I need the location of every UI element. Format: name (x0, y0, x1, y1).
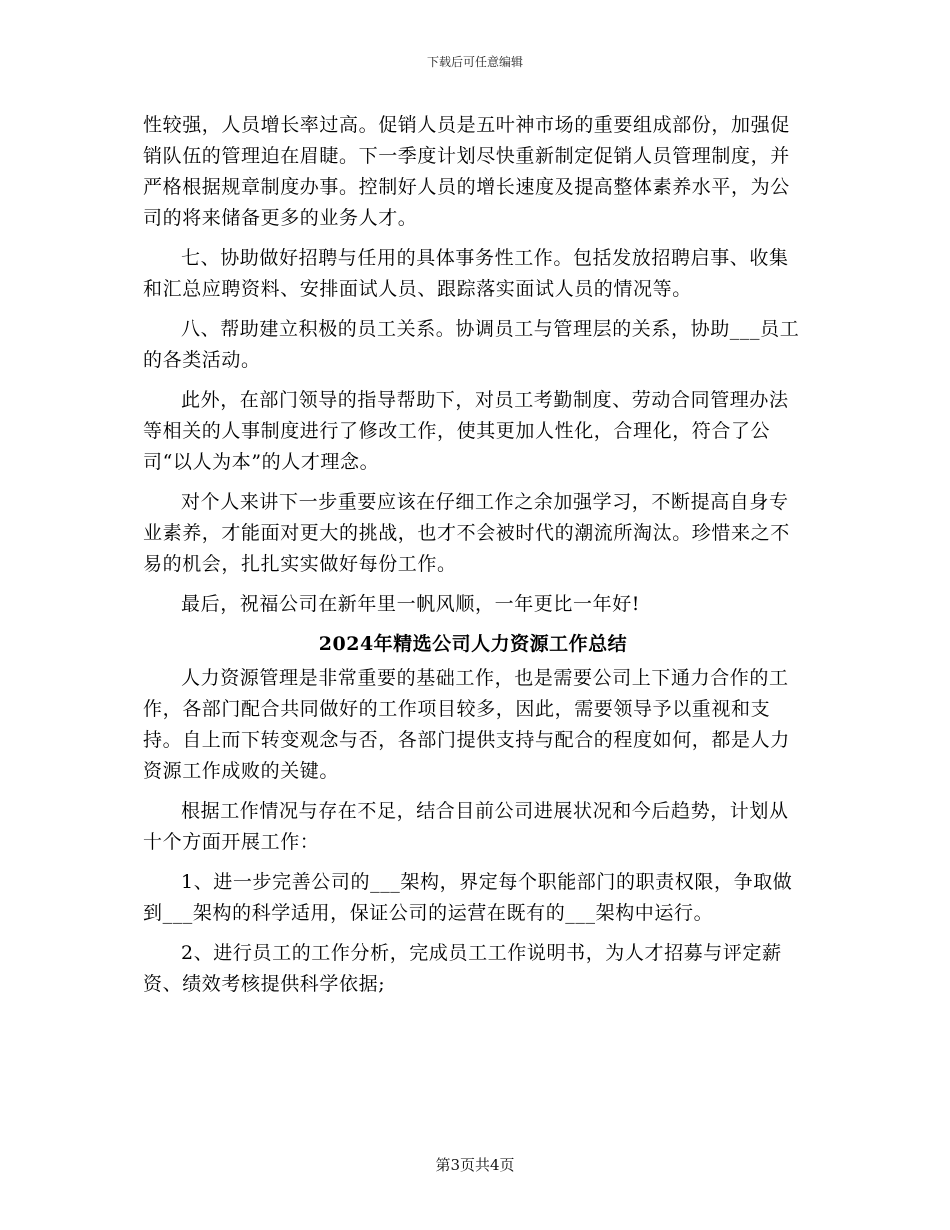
header-text: 下载后可任意编辑 (426, 55, 523, 69)
body-paragraph-continuation: 性较强，人员增长率过高。促销人员是五叶神市场的重要组成部份，加强促销队伍的管理迫在眉睫。下一季度计划尽快重新制定促销人员管理制度，并严格根据规章制度办事。控制好人员的增长速度及提高整体素养水平，为公司的将来储备更多的业务人才。 (143, 114, 790, 229)
body-paragraph-closing: 最后，祝福公司在新年里一帆风顺，一年更比一年好! (181, 593, 641, 615)
page-number: 第3页共4页 (435, 1156, 515, 1174)
section-paragraph-item-1: 1、进一步完善公司的___架构，界定每个职能部门的职责权限，争取做到___架构的科学适用，保证公司的运营在既有的___架构中运行。 (143, 871, 793, 924)
section-paragraph-plan: 根据工作情况与存在不足，结合目前公司进展状况和今后趋势，计划从十个方面开展工作： (143, 800, 789, 853)
document-body (143, 110, 803, 1009)
page-footer (0, 1155, 950, 1175)
section-title: 2024年精选公司人力资源工作总结 (318, 633, 628, 655)
page-header (0, 54, 950, 70)
body-paragraph-personal: 对个人来讲下一步重要应该在仔细工作之余加强学习，不断提高自身专业素养，才能面对更大的挑战，也才不会被时代的潮流所淘汰。珍惜来之不易的机会，扎扎实实做好每份工作。 (143, 491, 790, 575)
body-paragraph-additional: 此外，在部门领导的指导帮助下，对员工考勤制度、劳动合同管理办法等相关的人事制度进行了修改工作，使其更加人性化，合理化，符合了公司“以人为本”的人才理念。 (143, 389, 789, 473)
body-paragraph-item-8: 八、帮助建立积极的员工关系。协调员工与管理层的关系，协助___员工的各类活动。 (143, 318, 800, 371)
section-paragraph-item-2: 2、进行员工的工作分析，完成员工工作说明书，为人才招募与评定薪资、绩效考核提供科学依据; (143, 942, 782, 995)
section-paragraph-intro: 人力资源管理是非常重要的基础工作，也是需要公司上下通力合作的工作，各部门配合共同做好的工作项目较多，因此，需要领导予以重视和支持。自上而下转变观念与否，各部门提供支持与配合的程度如何，都是人力资源工作成败的关键。 (143, 667, 790, 782)
body-paragraph-item-7: 七、协助做好招聘与任用的具体事务性工作。包括发放招聘启事、收集和汇总应聘资料、安排面试人员、跟踪落实面试人员的情况等。 (143, 247, 789, 300)
